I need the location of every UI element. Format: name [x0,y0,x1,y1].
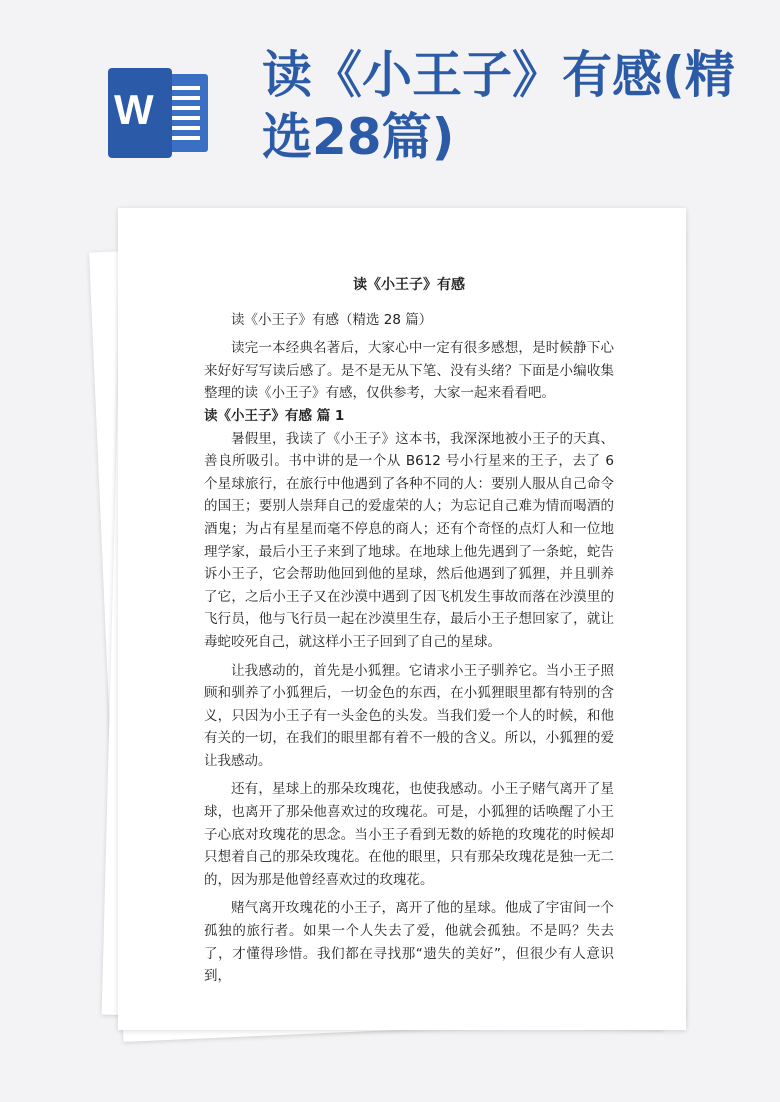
word-logo-icon [108,68,208,158]
body-paragraph: 暑假里，我读了《小王子》这本书，我深深地被小王子的天真、善良所吸引。书中讲的是一个从 B612 号小行星来的王子，去了 6 个星球旅行，在旅行中他遇到了各种不同的人：要别人服从自己命令的国王；要别人崇拜自己的爱虚荣的人；为忘记自己难为情而喝酒的酒鬼；为占有星星而毫不停息的商人；还有个奇怪的点灯人和一位地理学家，最后小王子来到了地球。在地球上他先遇到了一条蛇，蛇告诉小王子，它会帮助他回到他的星球，然后他遇到了狐狸，并且驯养了它，之后小王子又在沙漠中遇到了因飞机发生事故而落在沙漠里的飞行员，他与飞行员一起在沙漠里生存，最后小王子想回家了，就让毒蛇咬死自己，就这样小王子回到了自己的星球。 [204,430,614,650]
body-paragraph: 赌气离开玫瑰花的小王子，离开了他的星球。他成了宇宙间一个孤独的旅行者。如果一个人失去了爱，他就会孤独。不是吗？失去了，才懂得珍惜。我们都在寻找那“遗失的美好”，但很少有人意识到， [204,900,614,985]
document-body [204,274,614,988]
section-title: 读《小王子》有感 篇 1 [204,407,345,424]
intro-paragraph: 读完一本经典名著后，大家心中一定有很多感想，是时候静下心来好好写写读后感了。是不是无从下笔、没有头绪？下面是小编收集整理的读《小王子》有感，仅供参考，大家一起来看看吧。 [204,340,614,402]
word-logo-letter: W [114,86,154,133]
body-paragraph: 还有，星球上的那朵玫瑰花，也使我感动。小王子赌气离开了星球，也离开了那朵他喜欢过的玫瑰花。可是，小狐狸的话唤醒了小王子心底对玫瑰花的思念。当小王子看到无数的娇艳的玫瑰花的时候却只想着自己的那朵玫瑰花。在他的眼里，只有那朵玫瑰花是独一无二的，因为那是他曾经喜欢过的玫瑰花。 [204,781,614,888]
document-subtitle: 读《小王子》有感（精选 28 篇） [231,311,433,328]
word-badge [108,68,172,158]
body-paragraph: 让我感动的，首先是小狐狸。它请求小王子驯养它。当小王子照顾和驯养了小狐狸后，一切金色的东西，在小狐狸眼里都有特别的含义，只因为小王子有一头金色的头发。当我们爱一个人的时候，和他有关的一切，在我们的眼里都有着不一般的含义。所以，小狐狸的爱让我感动。 [204,662,614,769]
document-heading: 读《小王子》有感 [353,277,465,293]
page-title: 读《小王子》有感(精选28篇) [262,46,735,166]
document-page [118,208,686,1030]
